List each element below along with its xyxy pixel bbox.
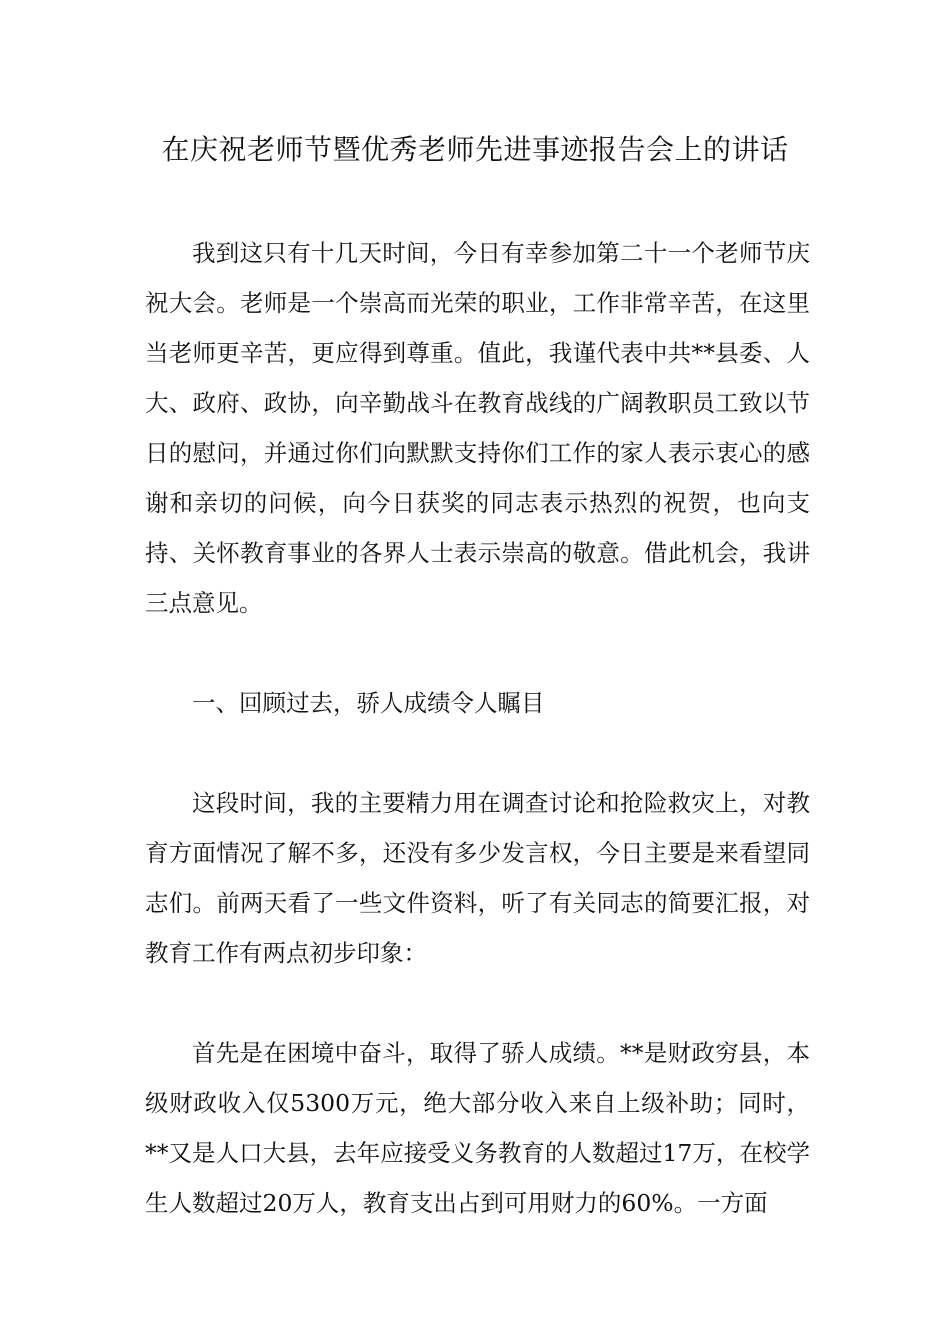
paragraph-first-point: 首先是在困境中奋斗，取得了骄人成绩。**是财政穷县，本级财政收入仅5300万元，绝大部分收入来自上级补助；同时，**又是人口大县，去年应接受义务教育的人数超过17万，在校学生人数超过20万人，教育支出占到可用财力的60%。一方面 bbox=[145, 1039, 810, 1217]
paragraph-impression: 这段时间，我的主要精力用在调查讨论和抢险救灾上，对教育方面情况了解不多，还没有多少发言权，今日主要是来看望同志们。前两天看了一些文件资料，听了有关同志的简要汇报，对教育工作有两点初步印象： bbox=[145, 789, 810, 967]
paragraph-opening: 我到这只有十几天时间，今日有幸参加第二十一个老师节庆祝大会。老师是一个崇高而光荣的职业，工作非常辛苦，在这里当老师更辛苦，更应得到尊重。值此，我谨代表中共**县委、人大、政府、政协，向辛勤战斗在教育战线的广阔教职员工致以节日的慰问，并通过你们向默默支持你们工作的家人表示衷心的感谢和亲切的问候，向今日获奖的同志表示热烈的祝贺，也向支持、关怀教育事业的各界人士表示崇高的敬意。借此机会，我讲三点意见。 bbox=[145, 239, 810, 617]
document-body bbox=[145, 228, 810, 1228]
section-heading-1: 一、回顾过去，骄人成绩令人瞩目 bbox=[192, 689, 545, 717]
document-title: 在庆祝老师节暨优秀老师先进事迹报告会上的讲话 bbox=[161, 133, 789, 166]
